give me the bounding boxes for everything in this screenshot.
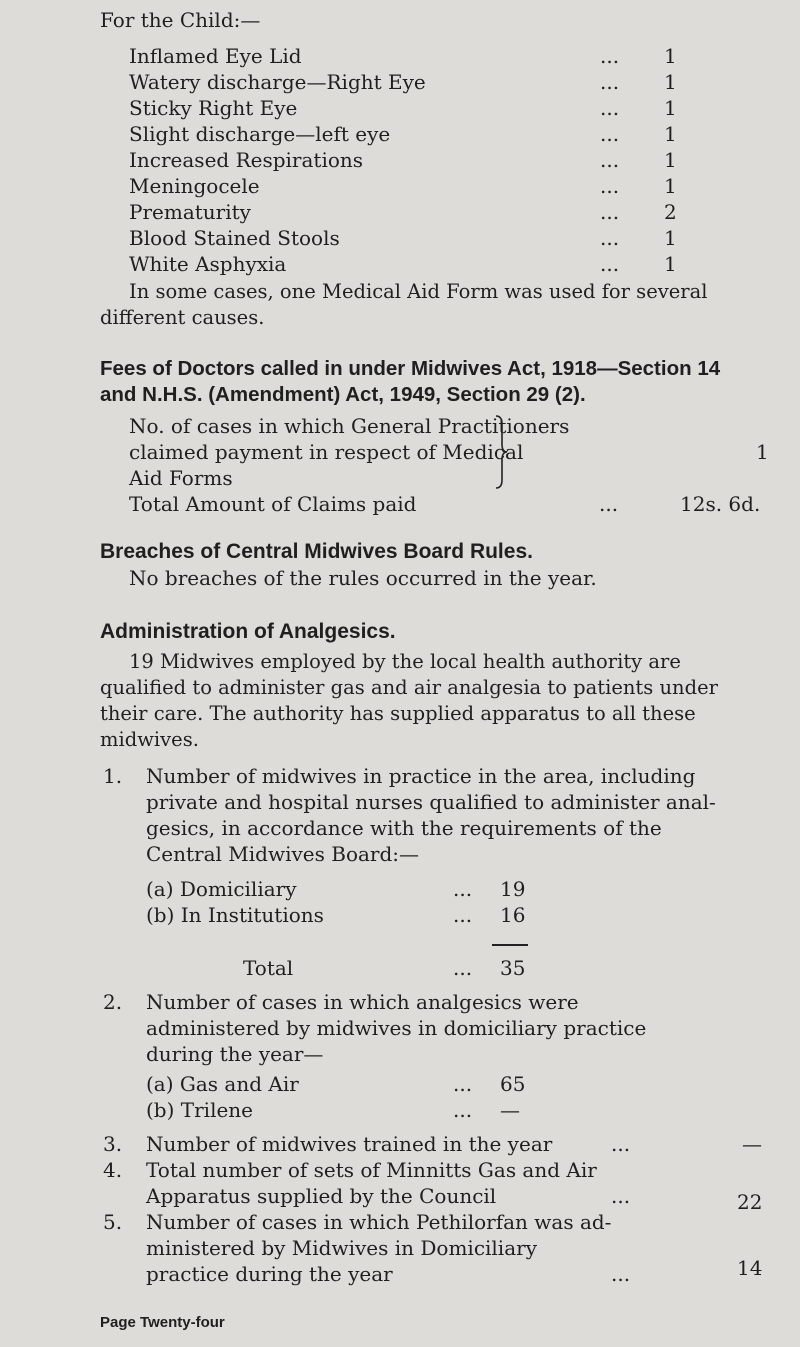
fees-heading-line-2: and N.H.S. (Amendment) Act, 1949, Section 29 (2). — [100, 383, 586, 406]
analgesics-intro-line: their care. The authority has supplied apparatus to all these — [100, 702, 696, 725]
child-note-line-2: different causes. — [100, 306, 265, 329]
child-item-leader: ... — [600, 200, 620, 224]
item-number: 1. — [103, 764, 123, 788]
child-item-count: 1 — [664, 44, 677, 68]
breaches-heading: Breaches of Central Midwives Board Rules. — [100, 540, 533, 563]
item-2-text-line: during the year— — [146, 1042, 324, 1066]
child-item-label: Sticky Right Eye — [129, 96, 298, 120]
item-4-text-line: Apparatus supplied by the Council — [146, 1184, 497, 1208]
child-item-leader: ... — [600, 252, 620, 276]
child-item-leader: ... — [600, 122, 620, 146]
fees-claims-label-line-1: No. of cases in which General Practitioners — [129, 414, 570, 438]
item-2-text-line: Number of cases in which analgesics were — [146, 990, 579, 1014]
child-item-label: Slight discharge—left eye — [129, 122, 391, 146]
item-3-value: — — [742, 1132, 762, 1156]
item-1a-value: 19 — [500, 877, 526, 901]
item-5-value: 14 — [737, 1256, 763, 1280]
item-3-leader: ... — [611, 1132, 631, 1156]
item-1-text-line: private and hospital nurses qualified to administer anal- — [146, 790, 716, 814]
item-4-value: 22 — [737, 1190, 763, 1214]
item-2-text-line: administered by midwives in domiciliary practice — [146, 1016, 647, 1040]
item-1-total-value: 35 — [500, 956, 526, 980]
child-item-count: 1 — [664, 252, 677, 276]
item-1-total-label: Total — [243, 956, 294, 980]
fees-claims-label-line-2: claimed payment in respect of Medical — [129, 440, 524, 464]
fees-claims-label-line-3: Aid Forms — [129, 466, 233, 490]
breaches-text: No breaches of the rules occurred in the year. — [129, 566, 597, 590]
child-item-label: White Asphyxia — [129, 252, 287, 276]
item-number: 5. — [103, 1210, 123, 1234]
child-item-count: 1 — [664, 96, 677, 120]
item-4-text-line: Total number of sets of Minnitts Gas and Air — [146, 1158, 597, 1182]
item-2a-value: 65 — [500, 1072, 526, 1096]
item-number: 4. — [103, 1158, 123, 1182]
child-item-label: Meningocele — [129, 174, 260, 198]
analgesics-intro-line: midwives. — [100, 728, 199, 751]
child-item-label: Prematurity — [129, 200, 251, 224]
child-item-count: 1 — [664, 70, 677, 94]
child-item-label: Watery discharge—Right Eye — [129, 70, 426, 94]
child-item-count: 1 — [664, 122, 677, 146]
fees-heading-line-1: Fees of Doctors called in under Midwives Act, 1918—Section 14 — [100, 357, 721, 380]
item-5-text-line: ministered by Midwives in Domiciliary — [146, 1236, 537, 1260]
item-1a-label: (a) Domiciliary — [146, 877, 297, 901]
item-5-text-line: Number of cases in which Pethilorfan was ad- — [146, 1210, 612, 1234]
sum-rule — [492, 944, 528, 946]
child-item-leader: ... — [600, 96, 620, 120]
analgesics-intro-line: qualified to administer gas and air analgesia to patients under — [100, 676, 718, 699]
child-item-count: 1 — [664, 174, 677, 198]
child-item-leader: ... — [600, 174, 620, 198]
child-heading: For the Child:— — [100, 8, 261, 32]
item-1-text-line: Central Midwives Board:— — [146, 842, 420, 866]
fees-claims-count: 1 — [756, 440, 769, 464]
item-4-leader: ... — [611, 1184, 631, 1208]
item-1b-value: 16 — [500, 903, 526, 927]
item-2a-leader: ... — [453, 1072, 473, 1096]
child-item-label: Blood Stained Stools — [129, 226, 340, 250]
item-1b-leader: ... — [453, 903, 473, 927]
child-item-count: 1 — [664, 226, 677, 250]
page-footer: Page Twenty-four — [100, 1314, 225, 1331]
child-item-label: Increased Respirations — [129, 148, 364, 172]
item-2b-value: — — [500, 1098, 520, 1122]
item-number: 3. — [103, 1132, 123, 1156]
child-item-count: 2 — [664, 200, 677, 224]
child-item-label: Inflamed Eye Lid — [129, 44, 302, 68]
child-item-leader: ... — [600, 226, 620, 250]
child-item-leader: ... — [600, 70, 620, 94]
item-1-text-line: Number of midwives in practice in the area, including — [146, 764, 696, 788]
item-3-text: Number of midwives trained in the year — [146, 1132, 553, 1156]
item-5-leader: ... — [611, 1262, 631, 1286]
item-2a-label: (a) Gas and Air — [146, 1072, 299, 1096]
brace-symbol — [494, 414, 508, 492]
fees-total-amount: 12s. 6d. — [680, 492, 761, 516]
child-item-leader: ... — [600, 44, 620, 68]
fees-total-leader: ... — [599, 492, 619, 516]
item-1a-leader: ... — [453, 877, 473, 901]
child-item-count: 1 — [664, 148, 677, 172]
fees-total-label: Total Amount of Claims paid — [129, 492, 417, 516]
child-item-leader: ... — [600, 148, 620, 172]
item-1-text-line: gesics, in accordance with the requirements of the — [146, 816, 662, 840]
item-number: 2. — [103, 990, 123, 1014]
item-5-text-line: practice during the year — [146, 1262, 393, 1286]
analgesics-intro-line: 19 Midwives employed by the local health authority are — [129, 650, 681, 673]
child-note-line-1: In some cases, one Medical Aid Form was used for several — [129, 280, 708, 303]
analgesics-heading: Administration of Analgesics. — [100, 620, 396, 643]
item-2b-leader: ... — [453, 1098, 473, 1122]
item-1-total-leader: ... — [453, 956, 473, 980]
item-1b-label: (b) In Institutions — [146, 903, 324, 927]
item-2b-label: (b) Trilene — [146, 1098, 254, 1122]
